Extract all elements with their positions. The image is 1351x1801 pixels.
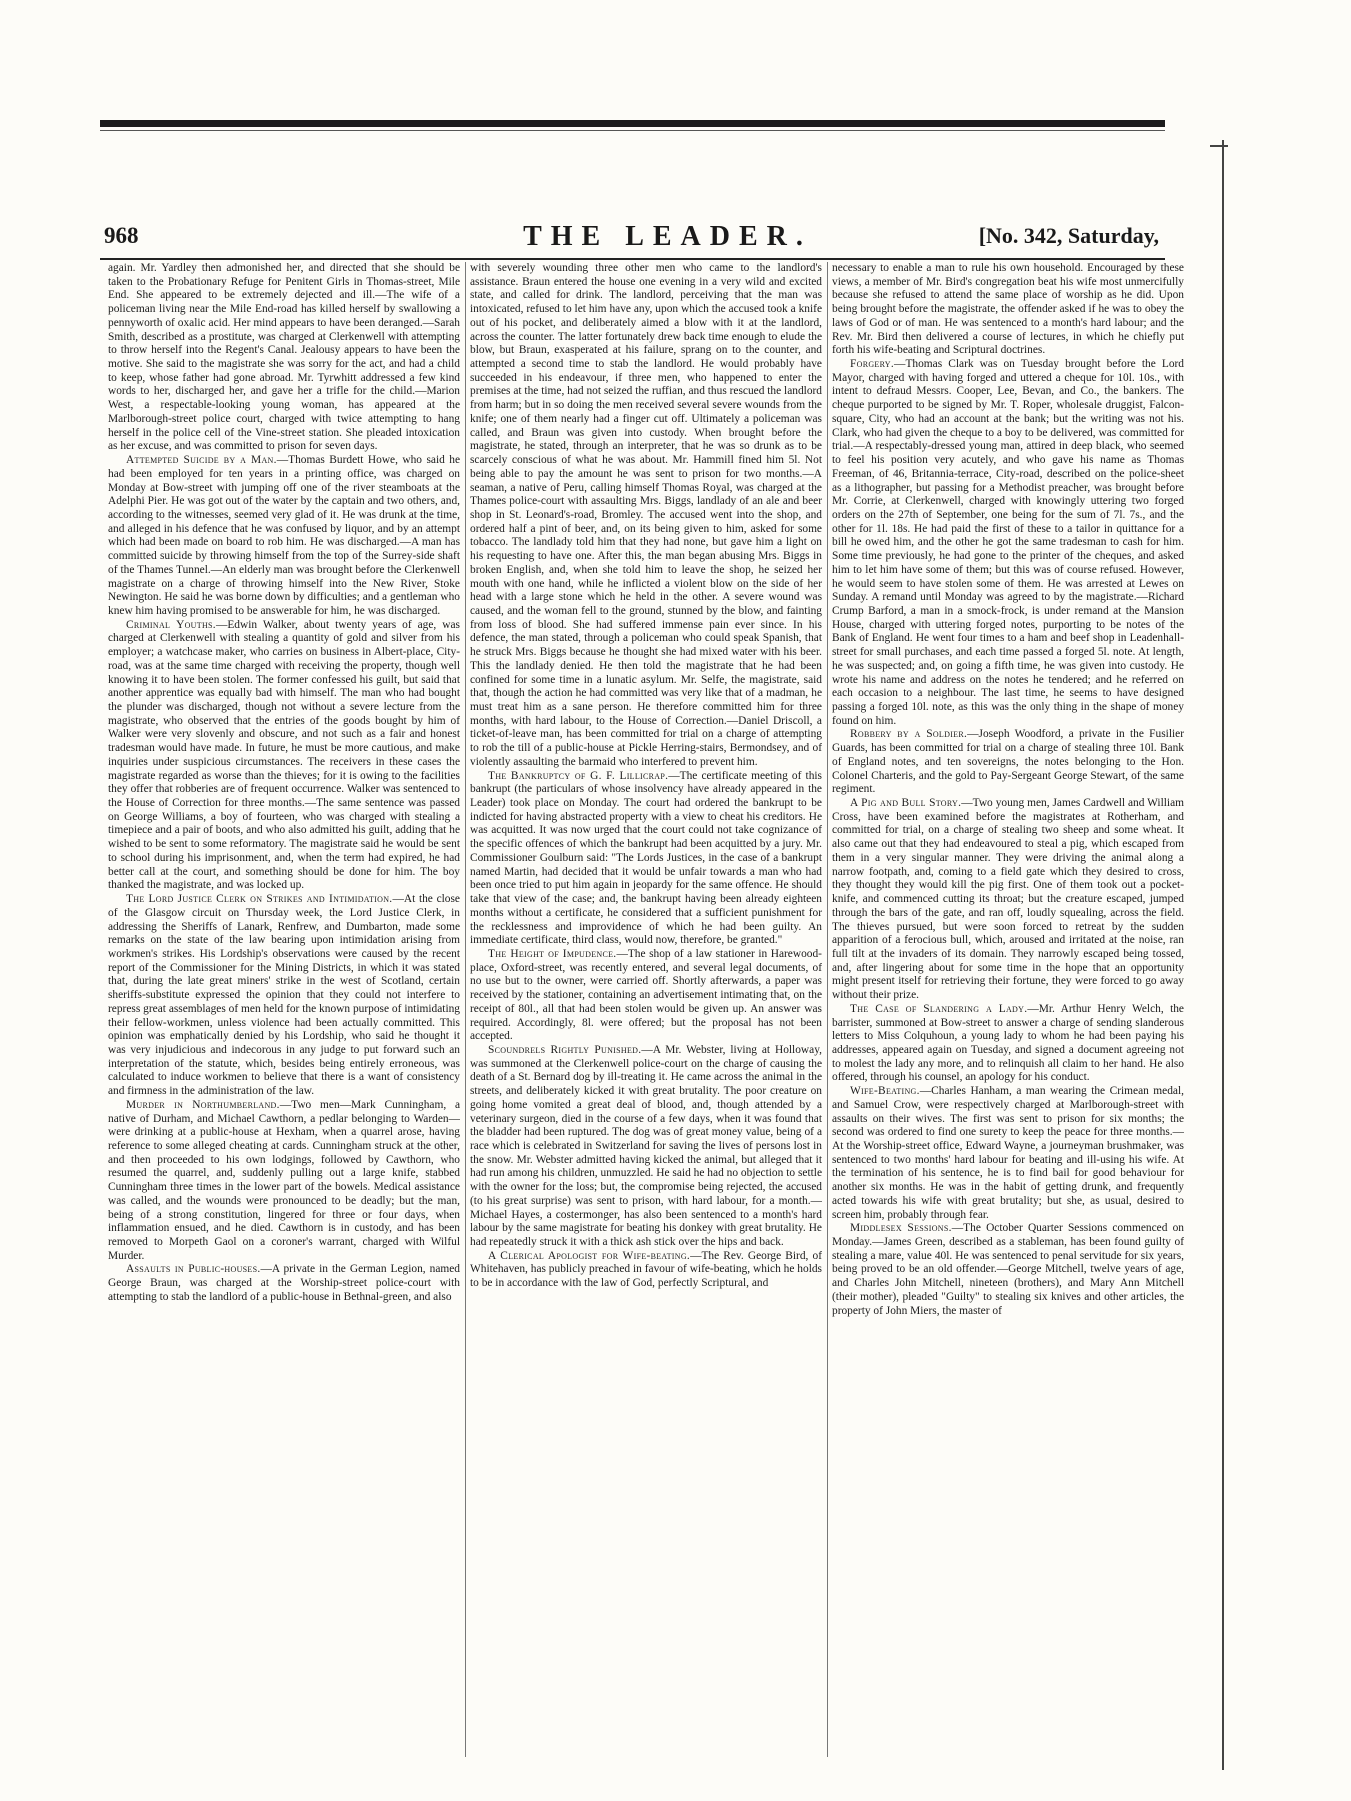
article-heading: A Clerical Apologist for Wife-beating. xyxy=(488,1249,691,1262)
article-text: —Thomas Clark was on Tuesday brought before the Lord Mayor, charged with having forged and uttered a cheque for 10l. 10s., with intent to defraud Messrs. Cooper, Lee, Bevan, and Co., the bankers. The cheque purported to be signed by Mr. T. Roper, wholesale druggist, Falcon-square, City, who had an account at the bank; but the writing was not his. Clark, who had given the cheque to a boy to be delivered, was committed for trial.—A respectably-dressed young man, attired in deep black, who seemed to feel his position very acutely, and who gave his name as Thomas Freeman, of 46, Britannia-terrace, City-road, described on the police-sheet as a lithographer, but passing for a Methodist preacher, was brought before Mr. Corrie, at Clerkenwell, charged with knowingly uttering two forged orders on the 27th of September, one being for the sum of 7l. 7s., and the other for 1l. 18s. He had paid the first of these to a tailor in quittance for a bill he owed him, and the other he got the same tradesman to cash for him. Some time previously, he had gone to the printer of the cheques, and asked him to let him have some of them; but this was of course refused. However, he would seem to have stolen some of them. He was arrested at Lewes on Sunday. A remand until Monday was agreed to by the magistrate.—Richard Crump Barford, a man in a smock-frock, is under remand at the Mansion House, charged with uttering forged notes, purporting to be notes of the Bank of England. He went four times to a ham and beef shop in Leadenhall-street for small purchases, and each time passed a forged 5l. note. At length, he was suspected; and, on going a fifth time, he was given into custody. He wrote his name and address on the notes he tendered; and he referred on each occasion to a neighbour. The last time, he seems to have designed passing a forged 10l. note, as this was the only thing in the shape of money found on him. xyxy=(832,358,1184,727)
column-divider xyxy=(465,262,466,1757)
article-text: —Thomas Burdett Howe, who said he had been employed for ten years in a printing office, was charged on Monday at Bow-street with jumping off one of the river steamboats at the Adelphi Pier. He was got out of the water by the captain and two others, and, according to the witnesses, seemed very glad of it. He was drunk at the time, and alleged in his defence that he was confused by liquor, and by an attempt which had been made on board to rob him. He was discharged.—A man has committed suicide by throwing himself from the top of the Surrey-side shaft of the Thames Tunnel.—An elderly man was brought before the Clerkenwell magistrate on a charge of throwing himself into the New River, Stoke Newington. He said he was borne down by difficulties; and a gentleman who knew him having promised to be answerable for him, he was discharged. xyxy=(108,454,460,617)
article-paragraph xyxy=(470,262,822,770)
article-heading: Wife-Beating. xyxy=(850,1085,920,1098)
article-heading: A Pig and Bull Story. xyxy=(850,797,962,810)
article-paragraph xyxy=(832,1085,1184,1222)
article-paragraph xyxy=(108,893,460,1099)
article-heading: Middlesex Sessions. xyxy=(850,1222,952,1235)
article-paragraph xyxy=(470,948,822,1044)
article-paragraph xyxy=(832,797,1184,1003)
article-heading: The Bankruptcy of G. F. Lillicrap. xyxy=(488,769,669,782)
article-paragraph xyxy=(108,262,460,454)
article-paragraph xyxy=(470,770,822,948)
top-rule-thin xyxy=(100,130,1165,131)
page-edge-tick xyxy=(1210,145,1228,147)
column-divider xyxy=(827,262,828,1757)
page-number: 968 xyxy=(104,223,139,248)
article-paragraph xyxy=(470,1250,822,1291)
article-text: again. Mr. Yardley then admonished her, and directed that she should be taken to the Probationary Refuge for Penitent Girls in Thomas-street, Mile End. She appeared to be extremely dejected and ill.—The wife of a policeman living near the Mile End-road has killed herself by swallowing a pennyworth of oxalic acid. Her mind appears to have been deranged.—Sarah Smith, described as a prostitute, was charged at Clerkenwell with attempting to throw herself into the Regent's Canal. Jealousy appears to have been the motive. She said to the magistrate she was sorry for the act, and had a child to keep, whose father had gone abroad. Mr. Tyrwhitt addressed a few kind words to her, discharged her, and gave her a trifle for the child.—Marion West, a respectable-looking young woman, has appeared at the Marlborough-street police court, charged with twice attempting to hang herself in the police cell of the Vine-street station. She pleaded intoxication as her excuse, and was committed to prison for seven days. xyxy=(108,262,460,453)
article-text: —The Rev. George Bird, of Whitehaven, has publicly preached in favour of wife-beating, which he holds to be in accordance with the law of God, perfectly Scriptural, and xyxy=(470,1249,822,1290)
top-rule xyxy=(100,120,1165,127)
article-text: —The October Quarter Sessions commenced on Monday.—James Green, described as a stableman, has been found guilty of stealing a mare, value 40l. He was sentenced to penal servitude for six years, being proved to be an old offender.—George Mitchell, twelve years of age, and Charles John Mitchell, nineteen (brothers), and Mary Ann Mitchell (their mother), pleaded "Guilty" to stealing six knives and other articles, the property of John Miers, the master of xyxy=(832,1222,1184,1317)
column-3 xyxy=(832,262,1184,1762)
article-heading: Assaults in Public-houses. xyxy=(126,1263,261,1276)
issue-number: [No. 342, Saturday, xyxy=(978,223,1159,248)
article-text: —At the close of the Glasgow circuit on Thursday week, the Lord Justice Clerk, in addressing the Sheriffs of Lanark, Renfrew, and Dumbarton, made some remarks on the state of the law bearing upon intimidation arising from workmen's strikes. His Lordship's observations were caused by the recent report of the Commissioner for the Mining Districts, in which it was stated that, during the late great miners' strike in the west of Scotland, certain sheriffs-substitute expressed the opinion that they could not interfere to repress great assemblages of men held for the known purpose of intimidating their fellow-workmen, unless violence had been actually committed. This opinion was emphatically denied by his Lordship, who said he thought it was very injudicious and indecorous in any judge to put forward such an interpretation of the statute, which, besides being entirely erroneous, was calculated to induce workmen to believe that there is a want of consistency and firmness in the administration of the law. xyxy=(108,893,460,1098)
page-header xyxy=(100,223,1165,257)
article-heading: The Lord Justice Clerk on Strikes and Intimidation. xyxy=(126,893,393,906)
page-edge-rule xyxy=(1222,140,1224,1770)
article-text: —Edwin Walker, about twenty years of age, was charged at Clerkenwell with stealing a quantity of gold and silver from his employer; a watchcase maker, who carries on business in Albert-place, City-road, was at the same time charged with receiving the property, though well knowing it to have been stolen. The former confessed his guilt, but said that another apprentice was equally bad with himself. The man who had bought the plunder was discharged, though not without a severe lecture from the magistrate, who observed that the entries of the goods bought by him of Walker were very slovenly and obscure, and not such as a fair and honest tradesman would have made. In future, he must be more cautious, and make inquiries under suspicious circumstances. The receivers in these cases the magistrate regarded as worse than the thieves; for it is owing to the facilities they offer that robberies are of frequent occurrence. Walker was sentenced to the House of Correction for three months.—The same sentence was passed on George Williams, a boy of fourteen, who was charged with stealing a timepiece and a pair of boots, and who also admitted his guilt, adding that he wished to be sent to some reformatory. The magistrate said he would be sent to school during his imprisonment, and, when the term had expired, he had better call at the court, and something should be done for him. The boy thanked the magistrate, and was locked up. xyxy=(108,618,460,892)
article-heading: Attempted Suicide by a Man. xyxy=(126,454,277,467)
article-text: —A private in the German Legion, named George Braun, was charged at the Worship-street police-court with attempting to stab the landlord of a public-house in Bethnal-green, and also xyxy=(108,1263,460,1303)
article-text: —Charles Hanham, a man wearing the Crimean medal, and Samuel Crow, were respectively charged at Marlborough-street with assaults on their wives. The first was sent to prison for six months; the second was ordered to find one surety to keep the peace for three months.—At the Worship-street office, Edward Wayne, a journeyman brushmaker, was sentenced to two months' hard labour for beating and ill-using his wife. At the termination of his sentence, he is to find bail for good behaviour for another six months. He was in the habit of getting drunk, and frequently acted towards his wife with great brutality; but she, as usual, desired to screen him, probably through fear. xyxy=(832,1085,1184,1221)
article-paragraph xyxy=(832,262,1184,358)
article-heading: The Height of Impudence. xyxy=(488,947,617,960)
article-heading: Criminal Youths. xyxy=(126,618,216,631)
article-text: —The shop of a law stationer in Harewood-place, Oxford-street, was recently entered, and several legal documents, of no use but to the owner, were carried off. Shortly afterwards, a paper was received by the stationer, containing an advertisement intimating that, on the receipt of 80l., all that had been stolen would be given up. An answer was required. Accordingly, 8l. were offered; but the proposal has not been accepted. xyxy=(470,947,822,1043)
article-text: —The certificate meeting of this bankrupt (the particulars of whose insolvency have already appeared in the Leader) took place on Monday. The court had ordered the bankrupt to be indicted for having abstracted property with a view to cheat his creditors. He was acquitted. It was now urged that the court could not take cognizance of the specific offences of which the bankrupt had been acquitted by a jury. Mr. Commissioner Goulburn said: "The Lords Justices, in the case of a bankrupt named Martin, had decided that it would be unfair towards a man who had been once tried to put him again in jeopardy for the same offence. He should take that view of the case; and, the bankrupt having been already eighteen months without a certificate, he considered that a sufficient punishment for the recklessness and improvidence of which he had been guilty. An immediate certificate, third class, would now, therefore, be granted." xyxy=(470,769,822,947)
article-heading: Murder in Northumberland. xyxy=(126,1098,280,1111)
header-rule xyxy=(100,258,1165,260)
masthead: THE LEADER. xyxy=(523,221,812,252)
article-paragraph xyxy=(832,728,1184,797)
article-text: —Two men—Mark Cunningham, a native of Durham, and Michael Cawthorn, a pedlar belonging to Warden—were drinking at a public-house at Hexham, when a quarrel arose, having reference to some alleged cheating at cards. Cunningham struck at the other, and then proceeded to his own lodgings, followed by Cawthorn, who resumed the quarrel, and, suddenly pulling out a large knife, stabbed Cunningham three times in the lower part of the bowels. Medical assistance was called, and the wounds were pronounced to be deadly; but the man, being of a strong constitution, lingered for three or four days, when inflammation ensued, and he died. Cawthorn is in custody, and has been removed to Morpeth Gaol on a coroner's warrant, charged with Wilful Murder. xyxy=(108,1098,460,1262)
article-paragraph xyxy=(108,619,460,893)
article-paragraph xyxy=(832,1222,1184,1318)
article-text: necessary to enable a man to rule his own household. Encouraged by these views, a member of Mr. Bird's congregation beat his wife most unmercifully because she refused to attend the same place of worship as he did. Upon being brought before the magistrate, the offender asked if he was to obey the laws of God or of man. He was sentenced to a month's hard labour; and the Rev. Mr. Bird then delivered a course of lectures, in which he chiefly put forth his wife-beating and Scriptural doctrines. xyxy=(832,262,1184,357)
article-paragraph xyxy=(832,358,1184,728)
column-2 xyxy=(470,262,822,1762)
article-heading: The Case of Slandering a Lady. xyxy=(850,1002,1028,1015)
article-heading: Robbery by a Soldier. xyxy=(850,728,968,741)
article-text: —Joseph Woodford, a private in the Fusilier Guards, has been committed for trial on a charge of stealing three 10l. Bank of England notes, and ten sovereigns, the notes belonging to the Hon. Colonel Charteris, and the gold to Pay-Sergeant George Stewart, of the same regiment. xyxy=(832,728,1184,796)
article-text: —Mr. Arthur Henry Welch, the barrister, summoned at Bow-street to answer a charge of sending slanderous letters to Miss Colquhoun, a young lady to whom he had been paying his addresses, appeared again on Tuesday, and signed a document agreeing not to molest the lady any more, and to relinquish all claim to her hand. He also offered, through his counsel, an apology for his conduct. xyxy=(832,1002,1184,1084)
article-paragraph xyxy=(108,454,460,619)
article-paragraph xyxy=(470,1044,822,1250)
article-paragraph xyxy=(832,1003,1184,1085)
article-heading: Forgery. xyxy=(850,358,895,371)
article-text: —Two young men, James Cardwell and William Cross, have been examined before the magistrates at Rotherham, and committed for trial, on a charge of stealing two sheep and some wheat. It also came out that they had endeavoured to steal a pig, which escaped from them in a very singular manner. They were driving the animal along a narrow footpath, and, coming to a field gate which they desired to cross, they thought they would kill the pig first. One of them took out a pocket-knife, and commenced cutting its throat; but the creature escaped, jumped through the bars of the gate, and ran off, loudly squealing, across the field. The thieves pursued, but were soon forced to retreat by the sudden apparition of a ferocious bull, which, aroused and irritated at the noise, ran full tilt at the invaders of its domain. They narrowly escaped being tossed, and, after lingering about for some time in the hope that an opportunity might present itself for retrieving their fortune, they were forced to go away without their prize. xyxy=(832,797,1184,1002)
column-1 xyxy=(108,262,460,1762)
article-paragraph xyxy=(108,1099,460,1264)
article-text: with severely wounding three other men who came to the landlord's assistance. Braun entered the house one evening in a very wild and excited state, and called for drink. The landlord, perceiving that the man was intoxicated, refused to let him have any, upon which the accused took a knife out of his pocket, and deliberately aimed a blow with it at the landlord, across the counter. The latter fortunately drew back time enough to elude the blow, but Braun, exasperated at his failure, sprang on to the counter, and attempted a second time to stab the landlord. He would probably have succeeded in his endeavour, if three men, who happened to enter the premises at the time, had not seized the ruffian, and thus rescued the landlord from harm; but in so doing the men received several severe wounds from the knife; one of them nearly had a finger cut off. Ultimately a policeman was called, and Braun was given into custody. When brought before the magistrate, he stated, through an interpreter, that he was so drunk as to be scarcely conscious of what he was about. Mr. Hammill fined him 5l. Not being able to pay the amount he was sent to prison for two months.—A seaman, a native of Peru, calling himself Thomas Royal, was charged at the Thames police-court with assaulting Mrs. Biggs, landlady of an ale and beer shop in St. Leonard's-road, Bromley. The accused went into the shop, and ordered half a pint of beer, and, on its being given to him, asked for some tobacco. The landlady told him that they had none, but gave him a light on his requesting to have one. After this, the man began abusing Mrs. Biggs in broken English, and, when she told him to leave the shop, he seized her mouth with one hand, while he inflicted a violent blow on the side of her head with a large stone which he held in the other. A severe wound was caused, and the woman fell to the ground, stunned by the blow, and fainting from loss of blood. She had suffered immense pain ever since. In his defence, the man stated, through a policeman who could speak Spanish, that he struck Mrs. Biggs because he thought she had mixed water with his beer. This the landlady denied. He then told the magistrate that he had been confined for some time in a lunatic asylum. Mr. Selfe, the magistrate, said that, though the action he had committed was very like that of a madman, he must treat him as a sane person. He therefore committed him for three months, with hard labour, to the House of Correction.—Daniel Driscoll, a ticket-of-leave man, has been committed for trial on a charge of attempting to rob the till of a public-house at Pickle Herring-stairs, Bermondsey, and of violently assaulting the barmaid who interfered to prevent him. xyxy=(470,262,822,768)
article-paragraph xyxy=(108,1263,460,1304)
article-text: —A Mr. Webster, living at Holloway, was summoned at the Clerkenwell police-court on the charge of causing the death of a St. Bernard dog by ill-treating it. He came across the animal in the streets, and deliberately kicked it with great brutality. The poor creature on going home vomited a great deal of blood, and, though attended by a veterinary surgeon, died in the course of a few days, when it was found that the bladder had been ruptured. The dog was of great money value, being of a race which is celebrated in Switzerland for saving the lives of persons lost in the snow. Mr. Webster admitted having kicked the animal, but alleged that it had run among his children, unmuzzled. He said he had no objection to settle with the owner for the loss; but, the compromise being rejected, the accused (to his great surprise) was sent to prison, with hard labour, for a month.—Michael Hayes, a costermonger, has also been sentenced to a month's hard labour by the same magistrate for beating his donkey with great brutality. He had repeatedly struck it with a thick ash stick over the hips and back. xyxy=(470,1043,822,1249)
article-heading: Scoundrels Rightly Punished. xyxy=(488,1043,642,1056)
